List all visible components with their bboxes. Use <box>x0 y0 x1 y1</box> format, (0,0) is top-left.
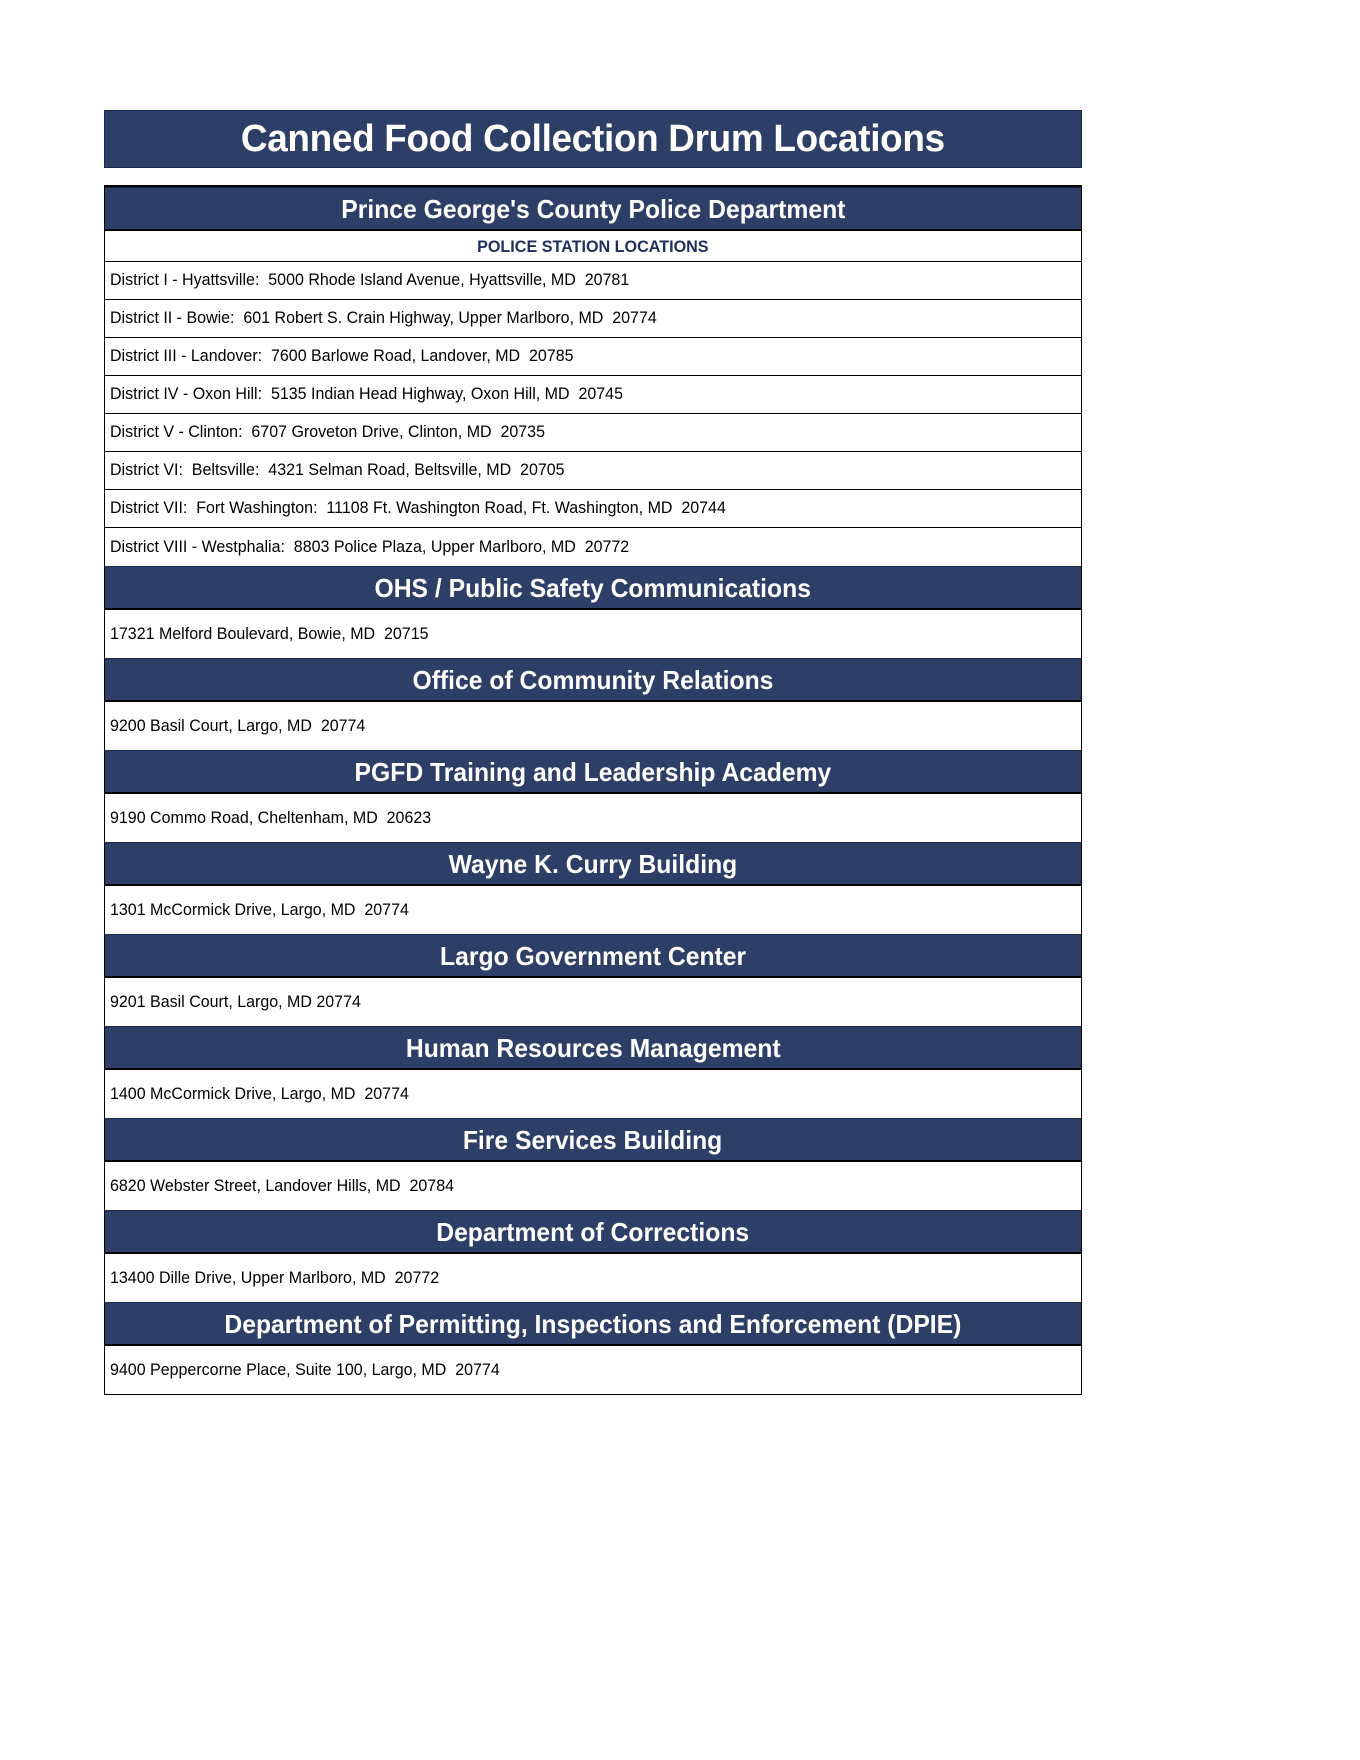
table-row <box>105 1254 1081 1302</box>
document-title-band <box>104 110 1082 168</box>
section-header-label: OHS / Public Safety Communications <box>374 572 812 603</box>
section-block <box>105 658 1081 750</box>
section-header <box>105 658 1081 702</box>
location-address: District II - Bowie: 601 Robert S. Crain Highway, Upper Marlboro, MD 20774 <box>110 309 657 328</box>
section-header-label: Office of Community Relations <box>412 664 774 695</box>
section-block <box>105 187 1081 566</box>
location-address: District VI: Beltsville: 4321 Selman Road, Beltsville, MD 20705 <box>110 461 565 480</box>
section-header <box>105 934 1081 978</box>
section-header <box>105 1118 1081 1162</box>
location-address: 9201 Basil Court, Largo, MD 20774 <box>110 992 361 1011</box>
location-address: District VIII - Westphalia: 8803 Police Plaza, Upper Marlboro, MD 20772 <box>110 537 630 556</box>
table-row <box>105 1162 1081 1210</box>
table-row <box>105 376 1081 414</box>
title-spacer <box>104 168 1082 185</box>
section-block <box>105 934 1081 1026</box>
location-address: 13400 Dille Drive, Upper Marlboro, MD 20772 <box>110 1268 440 1287</box>
table-row <box>105 414 1081 452</box>
table-row <box>105 338 1081 376</box>
section-header-label: Department of Permitting, Inspections and Enforcement (DPIE) <box>224 1308 962 1339</box>
section-header <box>105 842 1081 886</box>
location-address: 17321 Melford Boulevard, Bowie, MD 20715 <box>110 624 429 643</box>
section-block <box>105 1210 1081 1302</box>
section-header <box>105 750 1081 794</box>
table-row <box>105 300 1081 338</box>
section-block <box>105 1302 1081 1394</box>
section-header-label: Human Resources Management <box>405 1032 781 1063</box>
section-header-label: Prince George's County Police Department <box>340 193 846 224</box>
table-row <box>105 1070 1081 1118</box>
table-row <box>105 886 1081 934</box>
location-address: 1301 McCormick Drive, Largo, MD 20774 <box>110 900 409 919</box>
section-header <box>105 1026 1081 1070</box>
section-header-label: Largo Government Center <box>439 940 747 971</box>
section-header-label: PGFD Training and Leadership Academy <box>354 756 832 787</box>
location-address: 6820 Webster Street, Landover Hills, MD 20784 <box>110 1176 455 1195</box>
location-address: 1400 McCormick Drive, Largo, MD 20774 <box>110 1084 409 1103</box>
location-address: District VII: Fort Washington: 11108 Ft. Washington Road, Ft. Washington, MD 20744 <box>110 499 726 518</box>
page-title: Canned Food Collection Drum Locations <box>241 118 945 160</box>
section-header <box>105 1210 1081 1254</box>
table-row <box>105 978 1081 1026</box>
table-row <box>105 452 1081 490</box>
locations-sheet <box>104 110 1082 1395</box>
table-row <box>105 490 1081 528</box>
section-block <box>105 1026 1081 1118</box>
section-header-label: Fire Services Building <box>463 1124 723 1155</box>
location-address: District I - Hyattsville: 5000 Rhode Island Avenue, Hyattsville, MD 20781 <box>110 271 630 290</box>
location-address: 9190 Commo Road, Cheltenham, MD 20623 <box>110 808 432 827</box>
section-block <box>105 566 1081 658</box>
location-address: District IV - Oxon Hill: 5135 Indian Head Highway, Oxon Hill, MD 20745 <box>110 385 623 404</box>
table-row <box>105 1346 1081 1394</box>
section-header-label: Wayne K. Curry Building <box>448 848 738 879</box>
section-block <box>105 1118 1081 1210</box>
location-address: District III - Landover: 7600 Barlowe Road, Landover, MD 20785 <box>110 347 574 366</box>
location-address: District V - Clinton: 6707 Groveton Drive, Clinton, MD 20735 <box>110 423 545 442</box>
location-address: 9200 Basil Court, Largo, MD 20774 <box>110 716 366 735</box>
location-address: 9400 Peppercorne Place, Suite 100, Largo, MD 20774 <box>110 1360 500 1379</box>
table-row <box>105 794 1081 842</box>
table-row <box>105 262 1081 300</box>
section-subheader <box>105 231 1081 262</box>
section-header <box>105 566 1081 610</box>
section-header <box>105 187 1081 231</box>
section-block <box>105 842 1081 934</box>
table-row <box>105 702 1081 750</box>
section-header <box>105 1302 1081 1346</box>
section-subheader-label: POLICE STATION LOCATIONS <box>477 236 709 256</box>
table-row <box>105 528 1081 566</box>
locations-table <box>104 185 1082 1395</box>
section-header-label: Department of Corrections <box>436 1216 750 1247</box>
section-block <box>105 750 1081 842</box>
table-row <box>105 610 1081 658</box>
